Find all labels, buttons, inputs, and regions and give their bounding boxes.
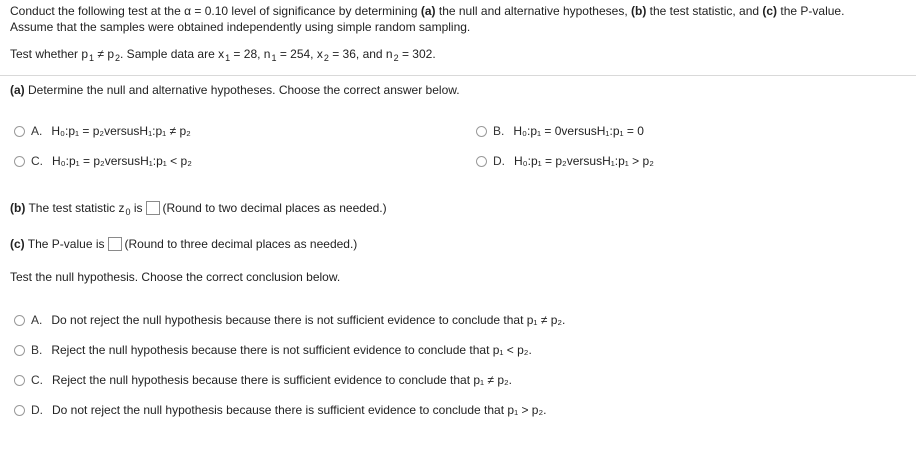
radio-button[interactable]	[14, 315, 25, 326]
alpha-symbol: α	[184, 4, 192, 18]
radio-button[interactable]	[14, 345, 25, 356]
hypothesis-option-a[interactable]: A. H₀: p₁ = p₂ versus H₁: p₁ ≠ p₂	[14, 124, 191, 138]
part-a-prompt: (a) Determine the null and alternative hypotheses. Choose the correct answer below.	[10, 83, 460, 97]
conclusion-option-c[interactable]: C. Reject the null hypothesis because there is sufficient evidence to conclude that p₁ ≠ p₂.	[14, 373, 512, 387]
radio-button[interactable]	[14, 126, 25, 137]
conclusion-option-b[interactable]: B. Reject the null hypothesis because there is not sufficient evidence to conclude that p₁ < p₂.	[14, 343, 532, 357]
test-statistic-input[interactable]	[146, 201, 160, 215]
question-intro	[10, 3, 844, 35]
conclusion-prompt: Test the null hypothesis. Choose the correct conclusion below.	[10, 270, 341, 284]
hypothesis-option-b[interactable]: B. H₀: p₁ = 0 versus H₁: p₁ = 0	[476, 124, 644, 138]
conclusion-option-d[interactable]: D. Do not reject the null hypothesis because there is sufficient evidence to conclude that p₁ > p₂.	[14, 403, 546, 417]
hypothesis-option-c[interactable]: C. H₀: p₁ = p₂ versus H₁: p₁ < p₂	[14, 154, 192, 168]
radio-button[interactable]	[14, 375, 25, 386]
intro-line-2: Assume that the samples were obtained independently using simple random sampling.	[10, 20, 471, 34]
divider	[0, 75, 916, 76]
part-b-row: (b) The test statistic $z_0$ is (Round to two decimal places as needed.)	[10, 201, 387, 217]
part-c-row: (c) The P-value is (Round to three decimal places as needed.)	[10, 237, 358, 251]
radio-button[interactable]	[476, 156, 487, 167]
hypothesis-option-d[interactable]: D. H₀: p₁ = p₂ versus H₁: p₁ > p₂	[476, 154, 654, 168]
test-statement: Test whether $p_1 \ne p_2$. Sample data are $x_1 = 28$, $n_1 = 254$, $x_2 = 36$, and $n_2 = 302$.	[10, 47, 436, 63]
radio-button[interactable]	[14, 405, 25, 416]
conclusion-option-a[interactable]: A. Do not reject the null hypothesis because there is not sufficient evidence to conclude that p₁ ≠ p₂.	[14, 313, 565, 327]
radio-button[interactable]	[14, 156, 25, 167]
intro-line-1: Conduct the following test at the α = 0.10 level of significance by determining (a) the null and alternative hypotheses, (b) the test statistic, and (c) the P-value.	[10, 4, 845, 18]
radio-button[interactable]	[476, 126, 487, 137]
p-value-input[interactable]	[108, 237, 122, 251]
